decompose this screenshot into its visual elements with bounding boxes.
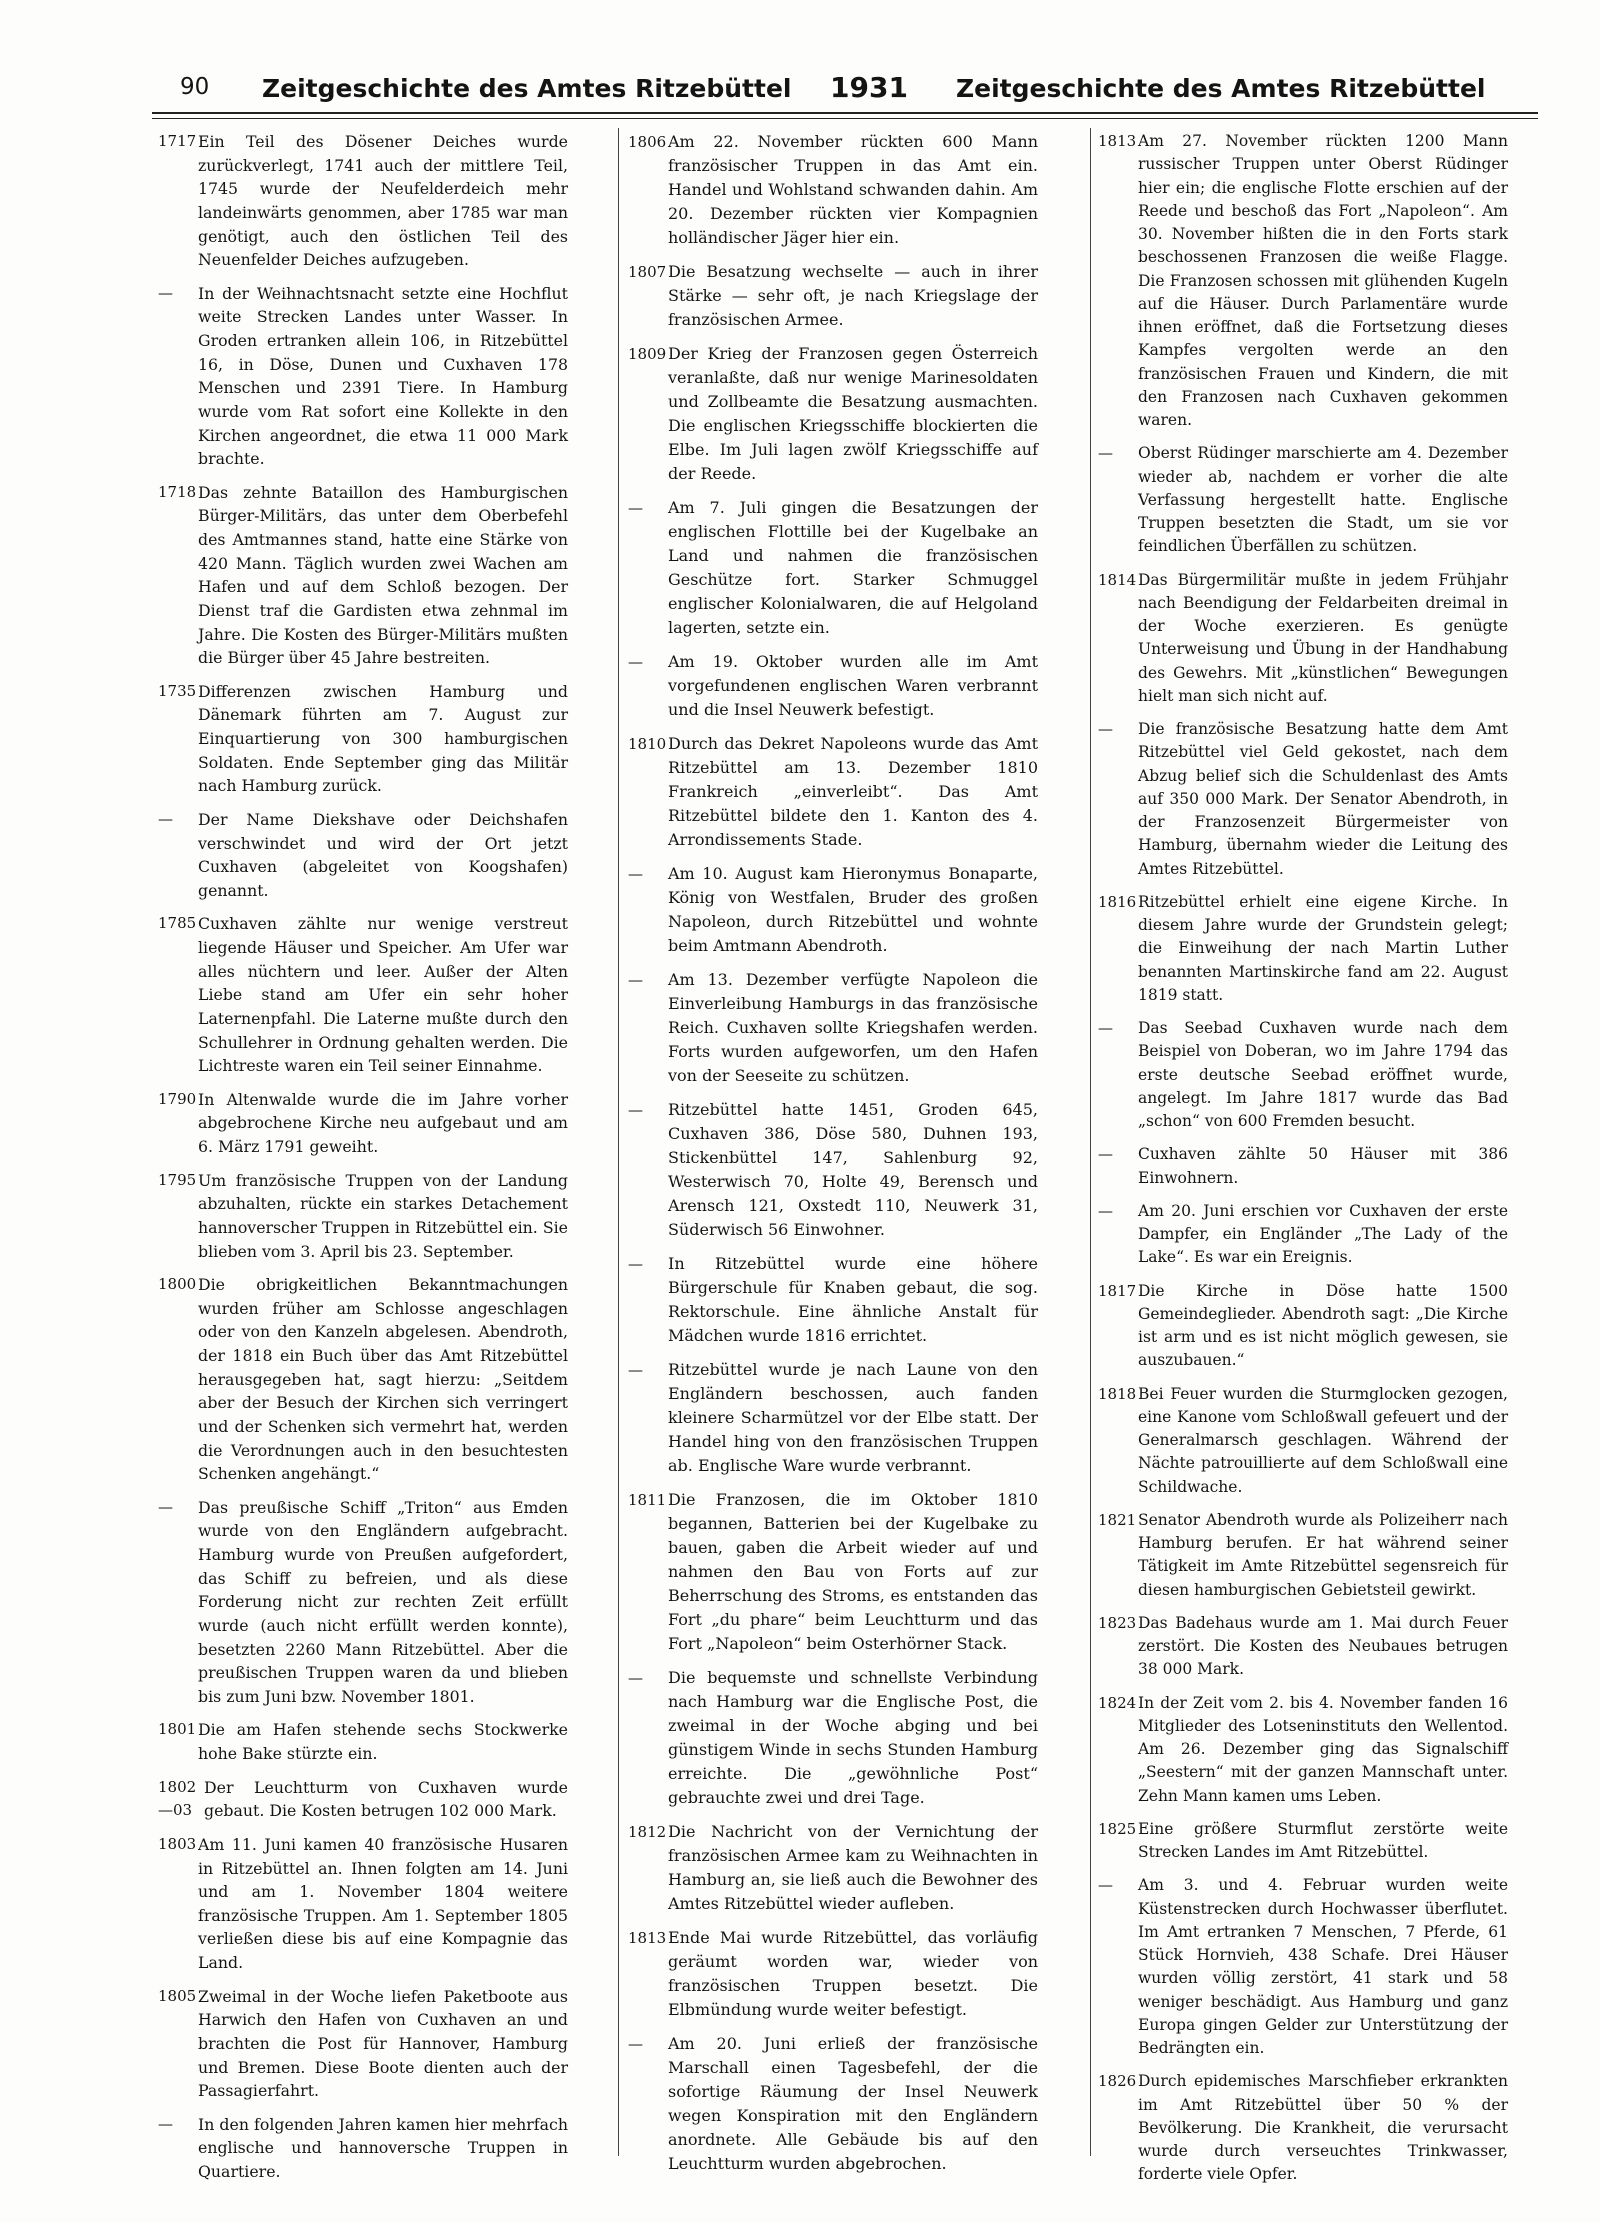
entry-text: Am 13. Dezember verfügte Napoleon die Einverleibung Hamburgs in das französische Reich. Cuxhaven sollte Kriegshafen werden. Forts wurden aufgeworfen, um den Hafen von der Seeseite zu schützen. bbox=[668, 970, 1038, 1085]
chronicle-entry bbox=[158, 1833, 568, 1975]
chronicle-entry bbox=[628, 732, 1038, 852]
entry-year: 1810 bbox=[628, 735, 667, 753]
header-rule bbox=[152, 112, 1538, 114]
entry-text: Cuxhaven zählte 50 Häuser mit 386 Einwohnern. bbox=[1138, 1145, 1508, 1187]
text-column-2 bbox=[628, 130, 1038, 2186]
chronicle-entry bbox=[158, 1718, 568, 1765]
running-title-left: Zeitgeschichte des Amtes Ritzebüttel bbox=[262, 74, 792, 103]
running-title-right: Zeitgeschichte des Amtes Ritzebüttel bbox=[956, 74, 1486, 103]
entry-year: 1807 bbox=[628, 263, 667, 281]
chronicle-entry bbox=[628, 968, 1038, 1088]
entry-text: In den folgenden Jahren kamen hier mehrfach englische und hannoversche Truppen in Quartiere. bbox=[198, 2114, 568, 2181]
entry-year: — bbox=[158, 1497, 173, 1516]
chronicle-entry bbox=[628, 650, 1038, 722]
chronicle-entry bbox=[158, 1088, 568, 1159]
chronicle-entry bbox=[158, 1169, 568, 1264]
chronicle-entry bbox=[158, 1496, 568, 1709]
entry-text: Der Leuchtturm von Cuxhaven wurde gebaut. Die Kosten betrugen 102 000 Mark. bbox=[204, 1777, 568, 1821]
entry-year: — bbox=[628, 971, 643, 989]
entry-text: Senator Abendroth wurde als Polizeiherr nach Hamburg berufen. Er hat während seiner Tätigkeit im Amte Ritzebüttel segensreich für diesen hamburgischen Gebietsteil gewirkt. bbox=[1138, 1510, 1508, 1599]
chronicle-entry bbox=[1098, 569, 1508, 709]
chronicle-entry bbox=[628, 1666, 1038, 1810]
chronicle-entry bbox=[1098, 1612, 1508, 1682]
entry-text: Am 3. und 4. Februar wurden weite Küstenstrecken durch Hochwasser überflutet. Im Amt ertranken 7 Menschen, 7 Pferde, 61 Stück Hornvieh, 438 Schafe. Drei Häuser wurden völlig zerstört, 41 stark und 58 weniger beschädigt. Aus Hamburg und ganz Europa gingen Gelder zur Unterstützung der Bedrängten ein. bbox=[1138, 1876, 1508, 2057]
entry-text: Ritzebüttel erhielt eine eigene Kirche. In diesem Jahre wurde der Grundstein gelegt; die Einweihung der nach Martin Luther benannten Martinskirche fand am 22. August 1819 statt. bbox=[1138, 892, 1508, 1004]
entry-text: Am 10. August kam Hieronymus Bonaparte, König von Westfalen, Bruder des großen Napoleon, durch Ritzebüttel und wohnte beim Amtmann Abendroth. bbox=[668, 864, 1038, 955]
entry-text: Eine größere Sturmflut zerstörte weite Strecken Landes im Amt Ritzebüttel. bbox=[1138, 1819, 1508, 1861]
entry-year: — bbox=[628, 1361, 643, 1379]
entry-year: 1800 bbox=[158, 1275, 197, 1294]
entry-text: Das Seebad Cuxhaven wurde nach dem Beispiel von Doberan, wo im Jahre 1794 das erste deutsche Seebad eröffnet wurde, angelegt. Im Jahre 1817 wurde das Bad „schon“ von 600 Fremden besucht. bbox=[1138, 1019, 1508, 1130]
entry-year: 1809 bbox=[628, 345, 667, 363]
chronicle-entry bbox=[158, 130, 568, 272]
chronicle-entry bbox=[158, 680, 568, 798]
chronicle-entry bbox=[1098, 1280, 1508, 1373]
chronicle-entry bbox=[628, 496, 1038, 640]
entry-year: — bbox=[1098, 1876, 1113, 1895]
entry-text: In der Weihnachtsnacht setzte eine Hochflut weite Strecken Landes unter Wasser. In Groden ertranken allein 106, in Ritzebüttel 16, in Döse, Dunen und Cuxhaven 178 Menschen und 2391 Tiere. In Hamburg wurde vom Rat sofort eine Kollekte in den Kirchen angeordnet, die etwa 11 000 Mark brachte. bbox=[198, 283, 568, 469]
entry-year: — bbox=[158, 2114, 173, 2133]
entry-text: In der Zeit vom 2. bis 4. November fanden 16 Mitglieder des Lotseninstituts den Wellentod. Am 26. Dezember ging das Signalschiff „Seestern“ mit der ganzen Mannschaft unter. Zehn Mann kamen ums Leben. bbox=[1138, 1693, 1508, 1805]
chronicle-entry bbox=[1098, 1143, 1508, 1190]
entry-text: Die Nachricht von der Vernichtung der französischen Armee kam zu Weihnachten in Hamburg an, sie ließ auch die Bewohner des Amtes Ritzebüttel wieder aufleben. bbox=[668, 1822, 1038, 1913]
entry-year: 1785 bbox=[158, 914, 197, 933]
entry-text: Am 22. November rückten 600 Mann französischer Truppen in das Amt ein. Handel und Wohlstand schwanden dahin. Am 20. Dezember rückten vier Kompagnien holländischer Jäger hier ein. bbox=[668, 132, 1038, 247]
entry-text: Die am Hafen stehende sechs Stockwerke hohe Bake stürzte ein. bbox=[198, 1720, 568, 1763]
entry-text: Der Name Diekshave oder Deichshafen verschwindet und wird der Ort jetzt Cuxhaven (abgeleitet von Koogshafen) genannt. bbox=[198, 809, 568, 900]
entry-text: Das zehnte Bataillon des Hamburgischen Bürger-Militärs, das unter dem Oberbefehl des Amtmannes stand, hatte eine Stärke von 420 Mann. Täglich wurden zwei Wachen am Hafen und auf dem Schloß bezogen. Der Dienst traf die Gardisten etwa zehnmal im Jahre. Die Kosten des Bürger-Militärs mußten die Bürger über 45 Jahre bestreiten. bbox=[198, 482, 568, 668]
entry-text: Das Bürgermilitär mußte in jedem Frühjahr nach Beendigung der Feldarbeiten dreimal in der Woche exerzieren. Es genügte Unterweisung und Übung in der Handhabung des Gewehrs. Mit „künstlichen“ Bewegungen hielt man sich nicht auf. bbox=[1138, 570, 1508, 705]
chronicle-entry bbox=[1098, 891, 1508, 1007]
header-year: 1931 bbox=[830, 71, 908, 104]
entry-year: 1790 bbox=[158, 1089, 197, 1108]
entry-text: Durch das Dekret Napoleons wurde das Amt Ritzebüttel am 13. Dezember 1810 Frankreich „einverleibt“. Das Amt Ritzebüttel bildete den 1. Kanton des 4. Arrondissements Stade. bbox=[668, 734, 1038, 849]
entry-year: 1795 bbox=[158, 1170, 197, 1189]
chronicle-entry bbox=[158, 1273, 568, 1486]
chronicle-entry bbox=[1098, 1874, 1508, 2060]
column-divider bbox=[1090, 128, 1091, 2156]
entry-text: Oberst Rüdinger marschierte am 4. Dezember wieder ab, nachdem er vorher die alte Verfassung hergestellt hatte. Englische Truppen besetzten die Stadt, um sie vor feindlichen Überfällen zu schützen. bbox=[1138, 444, 1508, 556]
entry-year: 1821 bbox=[1098, 1510, 1137, 1529]
entry-year: — bbox=[1098, 1145, 1113, 1164]
entry-text: Ritzebüttel hatte 1451, Groden 645, Cuxhaven 386, Döse 580, Duhnen 193, Stickenbüttel 147, Sahlenburg 92, Westerwisch 70, Holte 49, Berensch und Arensch 121, Oxstedt 110, Neuwerk 31, Süderwisch 56 Einwohner. bbox=[668, 1100, 1038, 1239]
entry-text: Ein Teil des Dösener Deiches wurde zurückverlegt, 1741 auch der mittlere Teil, 1745 wurde der Neufelderdeich mehr landeinwärts genommen, aber 1785 war man genötigt, auch den östlichen Teil des Neuenfelder Deiches aufzugeben. bbox=[198, 132, 568, 270]
chronicle-entry bbox=[1098, 1017, 1508, 1133]
chronicle-entry bbox=[1098, 1692, 1508, 1808]
entry-text: In Ritzebüttel wurde eine höhere Bürgerschule für Knaben gebaut, die sog. Rektorschule. Eine ähnliche Anstalt für Mädchen wurde 1816 errichtet. bbox=[668, 1254, 1038, 1345]
entry-year: 1806 bbox=[628, 133, 667, 151]
entry-year: — bbox=[1098, 1201, 1113, 1220]
entry-year: 1826 bbox=[1098, 2072, 1137, 2091]
entry-year: — bbox=[158, 283, 173, 302]
entry-year: — bbox=[628, 865, 643, 883]
entry-year: 1818 bbox=[1098, 1384, 1137, 1403]
page-number: 90 bbox=[180, 74, 210, 100]
entry-text: Am 27. November rückten 1200 Mann russischer Truppen unter Oberst Rüdinger hier ein; die englische Flotte erschien auf der Reede und beschoß das Fort „Napoleon“. Am 30. November hißten die in den Forts stark beschossenen Franzosen die weiße Flagge. Die Franzosen schossen mit glühenden Kugeln auf die Häuser. Durch Parlamentäre wurde ihnen eröffnet, daß die Fortsetzung dieses Kampfes vergolten werde an den französischen Frauen und Kindern, die mit den Franzosen nach Cuxhaven gekommen waren. bbox=[1138, 132, 1508, 429]
entry-year: 1813 bbox=[1098, 132, 1137, 150]
entry-text: Differenzen zwischen Hamburg und Dänemark führten am 7. August zur Einquartierung von 300 hamburgischen Soldaten. Ende September ging das Militär nach Hamburg zurück. bbox=[198, 681, 568, 796]
entry-year: 1812 bbox=[628, 1823, 667, 1841]
entry-year: 1805 bbox=[158, 1986, 197, 2005]
chronicle-entry bbox=[158, 1776, 568, 1823]
entry-text: Die Kirche in Döse hatte 1500 Gemeindeglieder. Abendroth sagt: „Die Kirche ist arm und es ist nicht möglich gewesen, sie auszubauen.“ bbox=[1138, 1281, 1508, 1370]
chronicle-entry bbox=[628, 2032, 1038, 2176]
entry-year: 1735 bbox=[158, 681, 197, 700]
entry-text: Am 11. Juni kamen 40 französische Husaren in Ritzebüttel an. Ihnen folgten am 14. Juni und am 1. November 1804 weitere französische Truppen. Am 1. September 1805 verließen diese bis auf eine Kompagnie das Land. bbox=[198, 1834, 568, 1972]
entry-text: Bei Feuer wurden die Sturmglocken gezogen, eine Kanone vom Schloßwall gefeuert und der Generalmarsch geschlagen. Während der Nächte patrouillierte auf dem Schloßwall eine Schildwache. bbox=[1138, 1384, 1508, 1496]
chronicle-entry bbox=[158, 282, 568, 471]
chronicle-entry bbox=[1098, 718, 1508, 881]
entry-text: Am 20. Juni erschien vor Cuxhaven der erste Dampfer, ein Engländer „The Lady of the Lake“. Es war ein Ereignis. bbox=[1138, 1201, 1508, 1267]
entry-year: 1814 bbox=[1098, 570, 1137, 589]
entry-year: 1823 bbox=[1098, 1613, 1137, 1632]
text-column-1 bbox=[158, 130, 568, 2194]
chronicle-entry bbox=[628, 1252, 1038, 1348]
entry-text: Das Badehaus wurde am 1. Mai durch Feuer zerstört. Die Kosten des Neubaues betrugen 38 000 Mark. bbox=[1138, 1613, 1508, 1679]
chronicle-entry bbox=[628, 1358, 1038, 1478]
entry-text: Die bequemste und schnellste Verbindung nach Hamburg war die Englische Post, die zweimal in der Woche abging und bei günstigem Winde in sechs Stunden Hamburg erreichte. Die „gewöhnliche Post“ gebrauchte zwei und drei Tage. bbox=[668, 1668, 1038, 1807]
chronicle-entry bbox=[628, 260, 1038, 332]
chronicle-entry bbox=[158, 808, 568, 903]
entry-year: 1813 bbox=[628, 1929, 667, 1947]
entry-text: Die französische Besatzung hatte dem Amt Ritzebüttel viel Geld gekostet, nach dem Abzug belief sich die Schuldenlast des Amts auf 350 000 Mark. Der Senator Abendroth, in der Franzosenzeit Bürgermeister von Hamburg, übernahm wieder die Leitung des Amtes Ritzebüttel. bbox=[1138, 720, 1508, 878]
chronicle-entry bbox=[628, 1820, 1038, 1916]
entry-year: 1811 bbox=[628, 1491, 667, 1509]
entry-text: Cuxhaven zählte nur wenige verstreut liegende Häuser und Speicher. Am Ufer war alles nüchtern und leer. Außer der Alten Liebe stand am Ufer ein sehr hoher Laternenpfahl. Die Laterne mußte durch den Schullehrer in Ordnung gehalten werden. Die Lichtreste waren ein Teil seiner Einnahme. bbox=[198, 914, 568, 1076]
entry-year: — bbox=[628, 499, 643, 517]
entry-text: Durch epidemisches Marschfieber erkrankten im Amt Ritzebüttel über 50 % der Bevölkerung. Die Krankheit, die verursacht wurde durch verseuchtes Trinkwasser, forderte viele Opfer. bbox=[1138, 2072, 1508, 2184]
column-divider bbox=[618, 128, 619, 2156]
entry-text: Am 19. Oktober wurden alle im Amt vorgefundenen englischen Waren verbrannt und die Insel Neuwerk befestigt. bbox=[668, 652, 1038, 719]
entry-year: 1718 bbox=[158, 482, 197, 501]
entry-year: 1801 bbox=[158, 1720, 197, 1739]
chronicle-entry bbox=[628, 342, 1038, 486]
chronicle-entry bbox=[628, 862, 1038, 958]
page-header bbox=[180, 62, 1486, 108]
entry-text: Zweimal in der Woche liefen Paketboote aus Harwich den Hafen von Cuxhaven an und brachten die Post für Hannover, Hamburg und Bremen. Diese Boote dienten auch der Passagierfahrt. bbox=[198, 1986, 568, 2101]
entry-year: — bbox=[628, 1669, 643, 1687]
chronicle-entry bbox=[158, 912, 568, 1077]
chronicle-entry bbox=[1098, 1818, 1508, 1865]
chronicle-entry bbox=[1098, 1200, 1508, 1270]
chronicle-entry bbox=[628, 1926, 1038, 2022]
entry-year: — bbox=[628, 1255, 643, 1273]
entry-year: 1802—03 bbox=[158, 1777, 197, 1820]
entry-year: 1824 bbox=[1098, 1693, 1137, 1712]
chronicle-entry bbox=[1098, 1383, 1508, 1499]
chronicle-entry bbox=[1098, 442, 1508, 558]
chronicle-entry bbox=[628, 1488, 1038, 1656]
entry-year: 1803 bbox=[158, 1834, 197, 1853]
chronicle-entry bbox=[1098, 2070, 1508, 2186]
chronicle-entry bbox=[158, 2113, 568, 2184]
entry-year: 1816 bbox=[1098, 892, 1137, 911]
chronicle-entry bbox=[1098, 1509, 1508, 1602]
chronicle-entry bbox=[628, 1098, 1038, 1242]
entry-year: — bbox=[628, 2035, 643, 2053]
entry-text: Ritzebüttel wurde je nach Laune von den Engländern beschossen, auch fanden kleinere Scharmützel vor der Elbe statt. Der Handel hing von den französischen Truppen ab. Englische Ware wurde verbrannt. bbox=[668, 1360, 1038, 1475]
entry-text: Am 20. Juni erließ der französische Marschall einen Tagesbefehl, der die sofortige Räumung der Insel Neuwerk wegen Konspiration mit den Engländern anordnete. Alle Gebäude bis auf den Leuchtturm wurden abgebrochen. bbox=[668, 2034, 1038, 2173]
entry-year: 1717 bbox=[158, 132, 197, 150]
entry-year: — bbox=[158, 809, 173, 828]
chronicle-entry bbox=[158, 481, 568, 670]
entry-year: 1817 bbox=[1098, 1281, 1137, 1300]
chronicle-entry bbox=[158, 1985, 568, 2103]
entry-year: — bbox=[628, 1101, 643, 1119]
entry-text: Die Franzosen, die im Oktober 1810 begannen, Batterien bei der Kugelbake zu bauen, gaben die Arbeit wieder auf und nahmen den Bau von Forts auf zur Beherrschung des Stroms, es entstanden das Fort „du phare“ beim Leuchtturm und das Fort „Napoleon“ beim Osterhörner Stack. bbox=[668, 1490, 1038, 1653]
entry-year: — bbox=[1098, 1019, 1113, 1037]
entry-text: Der Krieg der Franzosen gegen Österreich veranlaßte, daß nur wenige Marinesoldaten und Zollbeamte die Besatzung ausmachten. Die englischen Kriegsschiffe blockierten die Elbe. Im Juli lagen zwölf Kriegsschiffe auf der Reede. bbox=[668, 344, 1038, 483]
entry-text: Die Besatzung wechselte — auch in ihrer Stärke — sehr oft, je nach Kriegslage der französischen Armee. bbox=[668, 262, 1038, 329]
entry-text: In Altenwalde wurde die im Jahre vorher abgebrochene Kirche neu aufgebaut und am 6. März 1791 geweiht. bbox=[198, 1089, 568, 1156]
chronicle-entry bbox=[628, 130, 1038, 250]
entry-text: Das preußische Schiff „Triton“ aus Emden wurde von den Engländern aufgebracht. Hamburg wurde von Preußen aufgefordert, das Schiff zu befreien, und als diese Forderung nicht zur rechten Zeit erfüllt wurde (auch nicht erfüllt werden konnte), besetzten 2260 Mann Ritzebüttel. Aber die preußischen Truppen waren da und blieben bis zum Juni bzw. November 1801. bbox=[198, 1497, 568, 1706]
entry-text: Die obrigkeitlichen Bekanntmachungen wurden früher am Schlosse angeschlagen oder von den Kanzeln abgelesen. Abendroth, der 1818 ein Buch über das Amt Ritzebüttel herausgegeben hat, sagt hierzu: „Seitdem aber der Besuch der Kirchen sich verringert und der Schenken sich vermehrt hat, werden die Verordnungen auch in den besuchtesten Schenken angehängt.“ bbox=[198, 1275, 568, 1484]
entry-year: — bbox=[628, 653, 643, 671]
text-column-3 bbox=[1098, 130, 1508, 2197]
entry-year: — bbox=[1098, 444, 1113, 463]
entry-text: Am 7. Juli gingen die Besatzungen der englischen Flottille bei der Kugelbake an Land und nahmen die französischen Geschütze fort. Starker Schmuggel englischer Kolonialwaren, die auf Helgoland lagerten, setzte ein. bbox=[668, 498, 1038, 637]
entry-text: Um französische Truppen von der Landung abzuhalten, rückte ein starkes Detachement hannoverscher Truppen in Ritzebüttel ein. Sie blieben vom 3. April bis 23. September. bbox=[198, 1170, 568, 1261]
entry-text: Ende Mai wurde Ritzebüttel, das vorläufig geräumt worden war, wieder von französischen Truppen besetzt. Die Elbmündung wurde weiter befestigt. bbox=[668, 1928, 1038, 2019]
chronicle-entry bbox=[1098, 130, 1508, 432]
entry-year: — bbox=[1098, 720, 1113, 738]
entry-year: 1825 bbox=[1098, 1819, 1137, 1838]
header-rule-thin bbox=[152, 118, 1538, 119]
